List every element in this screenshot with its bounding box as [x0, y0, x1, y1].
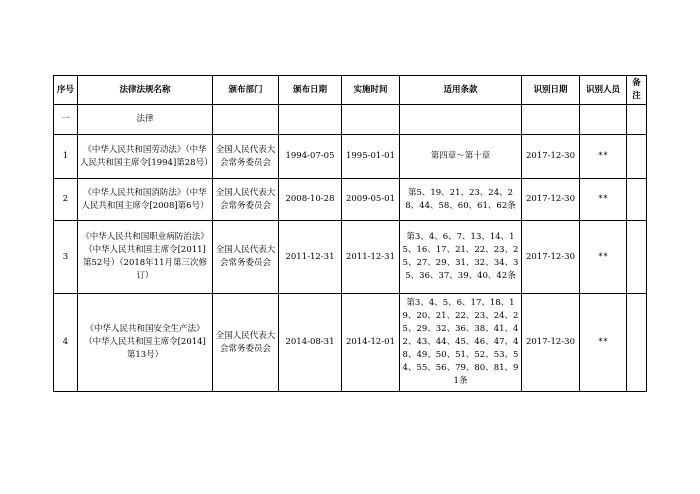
empty-cell: [627, 105, 647, 135]
row-identifier: **: [580, 294, 627, 392]
row-dept: 全国人民代表大会常务委员会: [213, 294, 279, 392]
row-effective-date: 2014-12-01: [342, 294, 400, 392]
row-remarks: [627, 179, 647, 221]
table-row: [54, 179, 647, 221]
row-law-name: 《中华人民共和国劳动法》（中华人民共和国主席令[1994]第28号）: [78, 135, 213, 179]
section-row: [54, 105, 647, 135]
row-identify-date: 2017-12-30: [522, 221, 580, 294]
header-identifier: 识别人员: [580, 76, 627, 105]
row-identify-date: 2017-12-30: [522, 135, 580, 179]
empty-cell: [279, 105, 342, 135]
row-law-name: 《中华人民共和国职业病防治法》（中华人民共和国主席令[2011]第52号）（2018年11月第三次修订）: [78, 221, 213, 294]
empty-cell: [400, 105, 522, 135]
header-issue-date: 颁布日期: [279, 76, 342, 105]
empty-cell: [213, 105, 279, 135]
row-clauses: 第3、4、5、6、17、18、19、20、21、22、23、24、25、29、32、36、38、41、42、43、44、45、46、47、48、49、50、51、52、53、54、55、56、79、80、81、91条: [400, 294, 522, 392]
row-law-name: 《中华人民共和国消防法》（中华人民共和国主席令[2008]第6号）: [78, 179, 213, 221]
row-identify-date: 2017-12-30: [522, 179, 580, 221]
row-clauses: 第四章～第十章: [400, 135, 522, 179]
row-identifier: **: [580, 135, 627, 179]
empty-cell: [580, 105, 627, 135]
row-identify-date: 2017-12-30: [522, 294, 580, 392]
row-dept: 全国人民代表大会常务委员会: [213, 135, 279, 179]
regulations-table: [53, 75, 647, 392]
row-identifier: **: [580, 221, 627, 294]
row-clauses: 第5、19、21、23、24、28、44、58、60、61、62条: [400, 179, 522, 221]
header-name: 法律法规名称: [78, 76, 213, 105]
row-law-name: 《中华人民共和国安全生产法》（中华人民共和国主席令[2014]第13号）: [78, 294, 213, 392]
header-seq: 序号: [54, 76, 78, 105]
row-dept: 全国人民代表大会常务委员会: [213, 179, 279, 221]
table-row: [54, 294, 647, 392]
row-remarks: [627, 221, 647, 294]
row-effective-date: 2011-12-31: [342, 221, 400, 294]
header-dept: 颁布部门: [213, 76, 279, 105]
header-clauses: 适用条款: [400, 76, 522, 105]
row-seq: 1: [54, 135, 78, 179]
row-issue-date: 1994-07-05: [279, 135, 342, 179]
row-identifier: **: [580, 179, 627, 221]
row-seq: 4: [54, 294, 78, 392]
row-remarks: [627, 294, 647, 392]
table-row: [54, 221, 647, 294]
section-number: 一: [54, 105, 78, 135]
section-title: 法律: [78, 105, 213, 135]
empty-cell: [342, 105, 400, 135]
table-header-row: [54, 76, 647, 105]
row-issue-date: 2014-08-31: [279, 294, 342, 392]
row-seq: 3: [54, 221, 78, 294]
row-clauses: 第3、4、6、7、13、14、15、16、17、21、22、23、25、27、29、31、32、34、35、36、37、39、40、42条: [400, 221, 522, 294]
row-seq: 2: [54, 179, 78, 221]
header-identify-date: 识别日期: [522, 76, 580, 105]
header-remarks: 备注: [627, 76, 647, 105]
row-dept: 全国人民代表大会常务委员会: [213, 221, 279, 294]
header-effective-date: 实施时间: [342, 76, 400, 105]
row-effective-date: 2009-05-01: [342, 179, 400, 221]
table-row: [54, 135, 647, 179]
row-issue-date: 2008-10-28: [279, 179, 342, 221]
row-issue-date: 2011-12-31: [279, 221, 342, 294]
row-effective-date: 1995-01-01: [342, 135, 400, 179]
empty-cell: [522, 105, 580, 135]
row-remarks: [627, 135, 647, 179]
